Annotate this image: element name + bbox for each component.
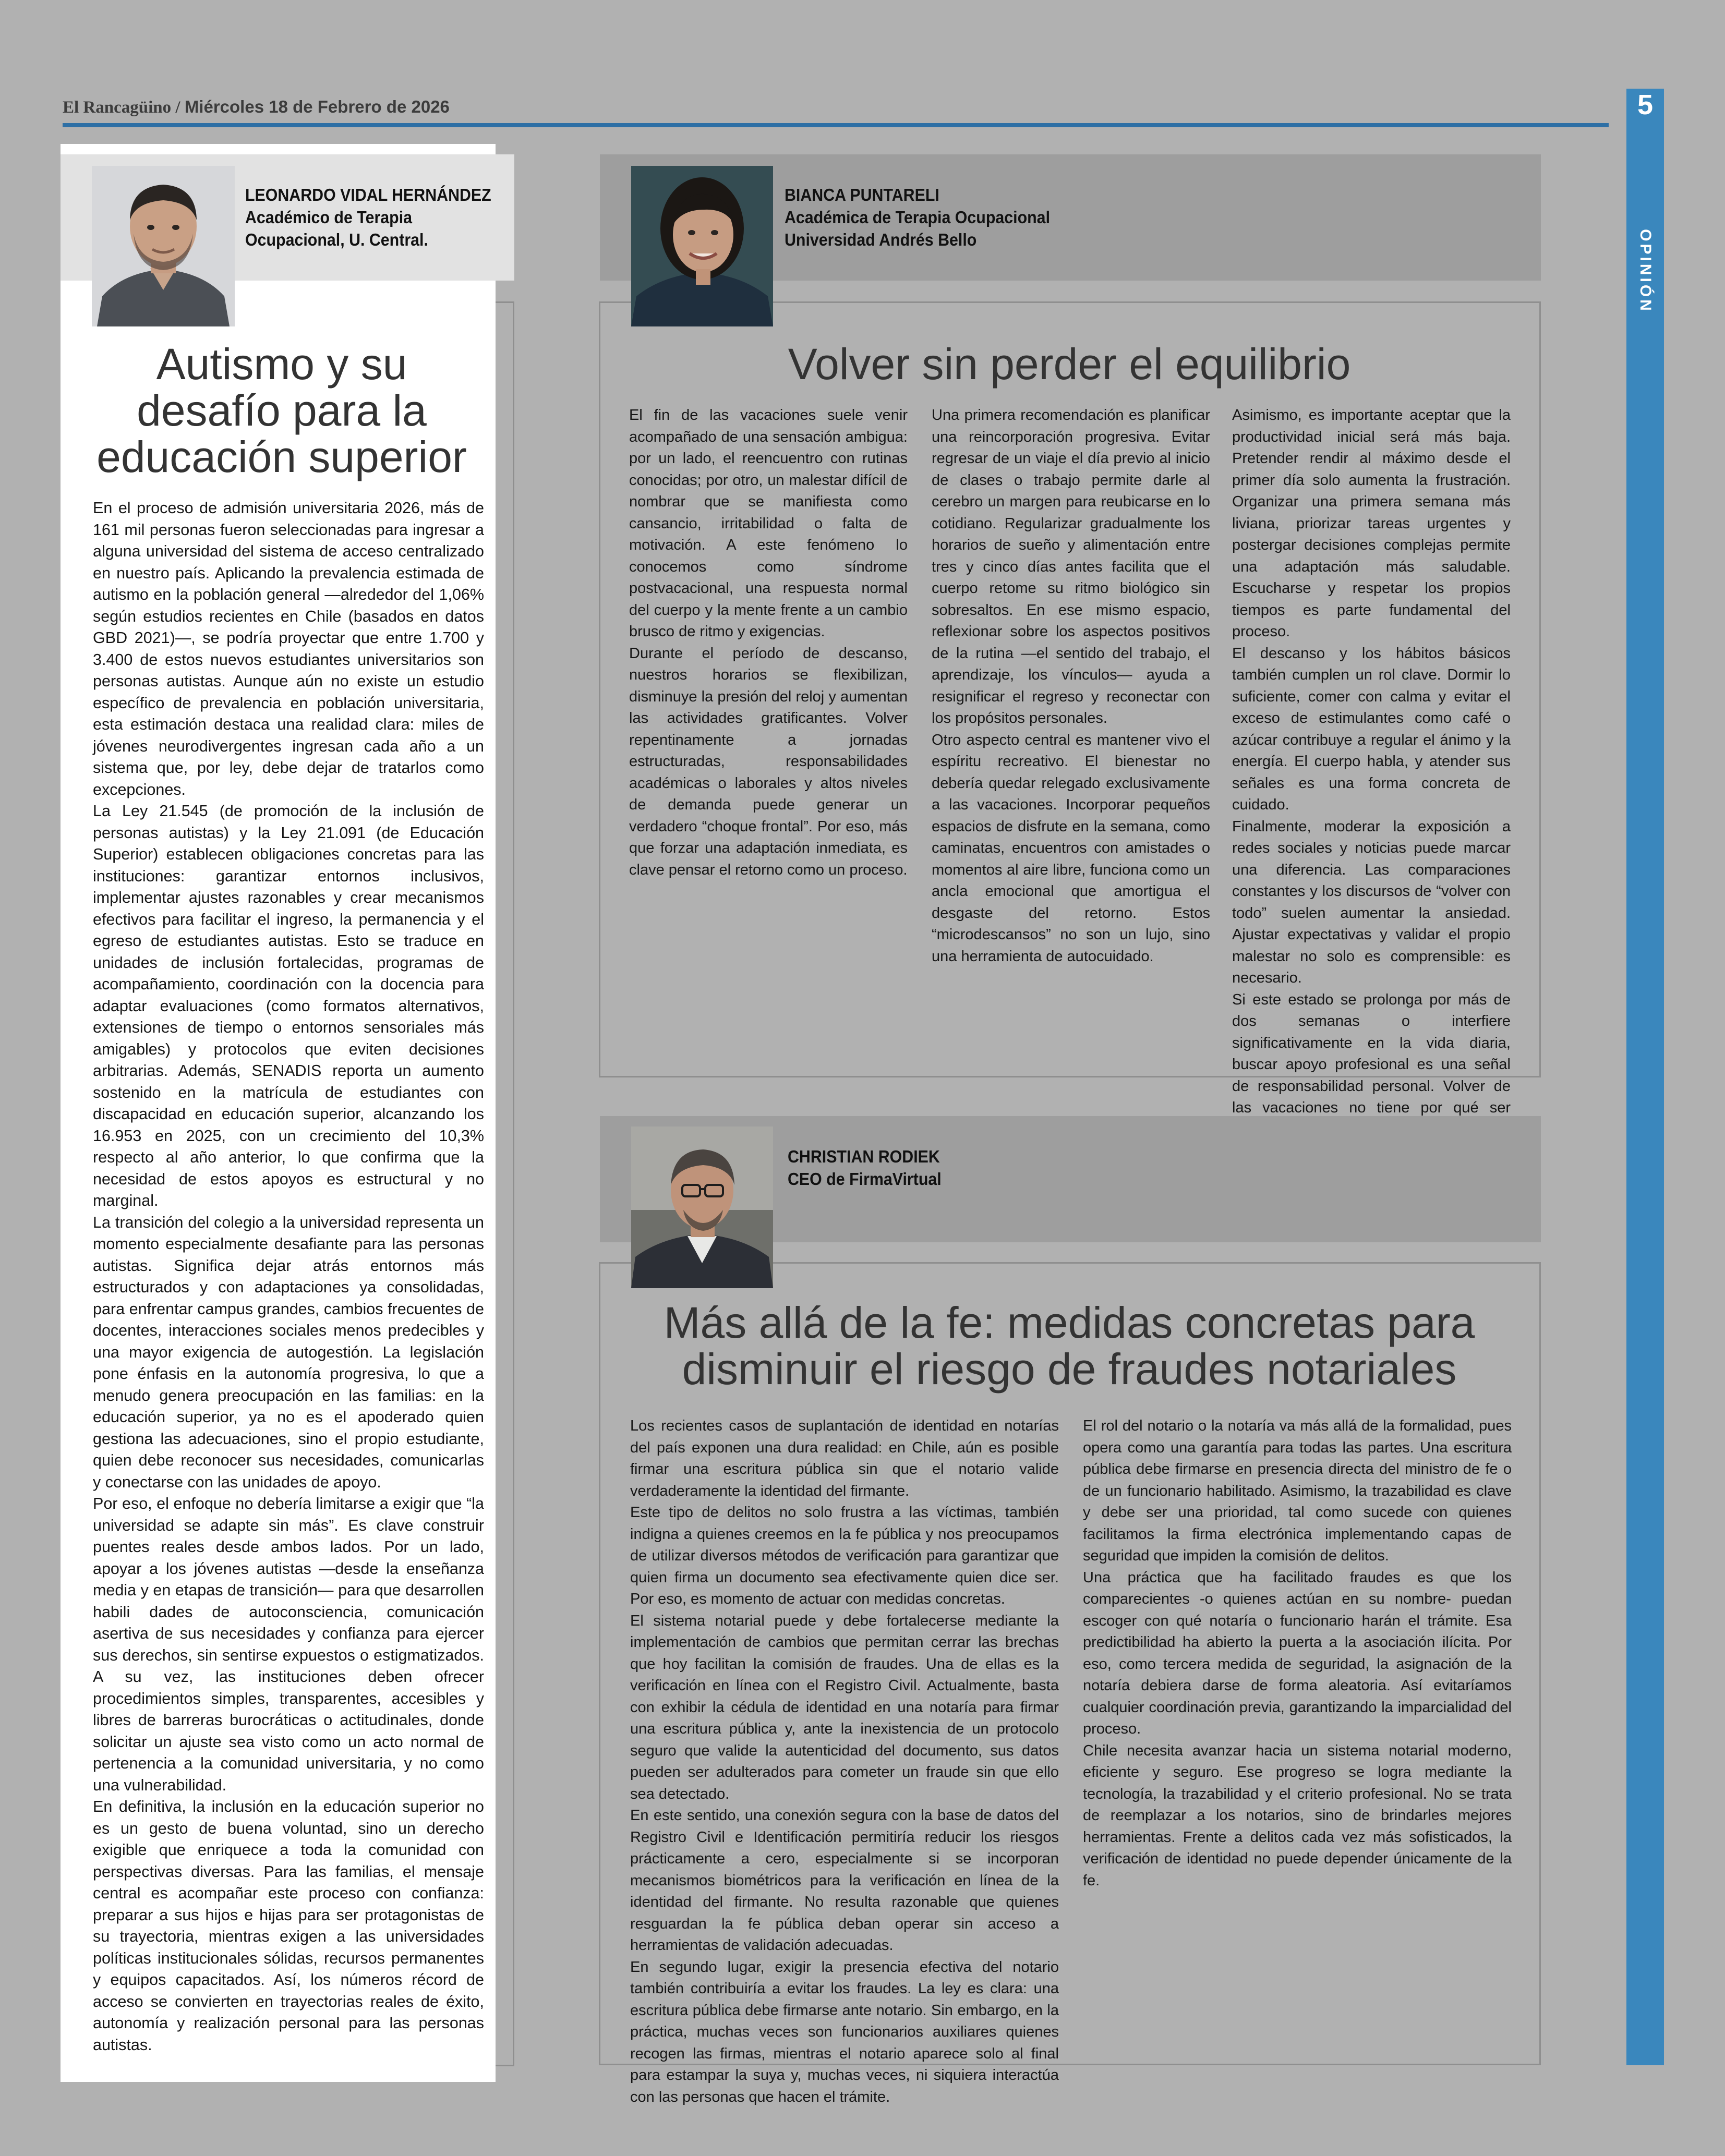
author-name: BIANCA PUNTARELI [785,185,939,204]
paragraph: El descanso y los hábitos básicos también cumplen un rol clave. Dormir lo suficiente, comer con calma y evitar el exceso de estimulantes como café o azúcar contribuye a regular el ánimo y la energía. El cuerpo habla, y atender sus señales es una forma concreta de cuidado. [1232,645,1511,813]
paragraph: Este tipo de delitos no solo frustra a las víctimas, también indigna a quienes creemos en la fe pública y nos preocupamos de utilizar diversos métodos de verificación para garantizar que quien firma un documento sea efectivamente quien dice ser. Por eso, es momento de actuar con medidas concretas. [630,1504,1059,1607]
article-title: Más allá de la fe: medidas concretas para disminuir el riesgo de fraudes notariales [664,1298,1475,1394]
author-role: Académico de Terapia [245,208,413,227]
author-role: CEO de FirmaVirtual [788,1169,942,1189]
paragraph: Otro aspecto central es mantener vivo el espíritu recreativo. El bienestar no debería quedar relegado exclusivamente a las vacaciones. Incorporar pequeños espacios de disfrute en la semana, como caminatas, encuentros con amistades o momentos al aire libre, funciona como un ancla emocional que amortigua el desgaste del retorno. Estos “microdescansos” no son un lujo, sino una herramienta de autocuidado. [932,731,1210,965]
paragraph: En definitiva, la inclusión en la educación superior no es un gesto de buena voluntad, sino un derecho exigible que enriquece a toda la comunidad con perspectivas diversas. Para las familias, el mensaje central es acompañar este proceso con confianza: preparar a sus hijos e hijas para ser protagonistas de su trayectoria, mientras exigen a las universidades políticas institucionales sólidas, recursos permanentes y equipos capacitados. Así, los números récord de acceso se convierten en trayectorias reales de éxito, autonomía y realización personal para las personas autistas. [93,1798,484,2054]
author-photo [631,1127,773,1288]
paragraph: En segundo lugar, exigir la presencia efectiva del notario también contribuiría a evitar los fraudes. La ley es clara: una escritura pública debe firmarse ante notario. Sin embargo, en la práctica, muchas veces son funcionarios auxiliares quienes recogen las firmas, mientras el notario aparece solo al final para estampar la suya y, muchas veces, ni siquiera interactúa con las personas que hacen el trámite. [630,1958,1059,2105]
article-2-body-column-3 [1232,405,1511,1227]
article-2-body-column-2 [932,405,1210,967]
top-rule [63,123,1609,127]
author-name: CHRISTIAN RODIEK [788,1147,940,1166]
paragraph: Asimismo, es importante aceptar que la productividad inicial será más baja. Pretender rendir al máximo desde el primer día solo aumenta la frustración. Organizar una primera semana más liviana, priorizar tareas urgentes y postergar decisiones complejas permite una adaptación más saludable. Escucharse y respetar los propios tiempos es parte fundamental del proceso. [1232,407,1511,640]
paragraph: Una práctica que ha facilitado fraudes es que los comparecientes -o quienes actúan en su nombre- puedan escoger con qué notaría o funcionario harán el trámite. Esa predictibilidad ha abierto la puerta a la asociación ilícita. Por eso, como tercera medida de seguridad, la asignación de la notaría debiera darse de forma aleatoria. Así evitaríamos cualquier coordinación previa, garantizando la imparcialidad del proceso. [1083,1569,1512,1737]
section-label: OPINIÓN [1637,229,1654,313]
paragraph: En este sentido, una conexión segura con la base de datos del Registro Civil e Identificación permitiría reducir los riesgos prácticamente a cero, especialmente si se incorporan mecanismos biométricos para la verificación en línea de la identidad del firmante. No resulta razonable que quienes resguardan la fe pública deban operar sin acceso a herramientas de validación adecuadas. [630,1807,1059,1954]
masthead [63,97,450,117]
paper-name: El Rancagüino [63,98,172,117]
paragraph: Chile necesita avanzar hacia un sistema notarial moderno, eficiente y seguro. Ese progreso se logra mediante la tecnología, la trazabilidad y el criterio profesional. No se trata de reemplazar a los notarios, sino de brindarles mejores herramientas. Frente a delitos cada vez más sofisticados, la verificación de identidad no puede depender únicamente de la fe. [1083,1742,1512,1889]
paragraph: Durante el período de descanso, nuestros horarios se flexibilizan, disminuye la presión del reloj y aumentan las actividades gratificantes. Volver repentinamente a jornadas estructuradas, responsabilidades académicas o laborales y altos niveles de demanda puede generar un verdadero “choque frontal”. Por eso, más que forzar una adaptación inmediata, es clave pensar el retorno como un proceso. [629,645,908,878]
page-number: 5 [1637,89,1654,120]
article-2-byline [785,184,1050,251]
article-3-body-column-1 [630,1415,1059,2108]
paragraph: Por eso, el enfoque no debería limitarse a exigir que “la universidad se adapte sin más”. Es clave construir puentes reales desde ambos lados. Por un lado, apoyar a los jóvenes autistas —desde la enseñanza media y en etapas de transición— para que desarrollen habili dades de autoconsciencia, comunicación asertiva de sus necesidades y confianza para ejercer sus derechos, sin sentirse expuestos o estigmatizados. A su vez, las instituciones deben ofrecer procedimientos simples, transparentes, accesibles y libres de barreras burocráticas o actitudinales, donde solicitar un ajuste sea visto como un acto normal de pertenencia a la comunidad universitaria, y no como una vulnerabilidad. [93,1495,484,1794]
paragraph: Finalmente, moderar la exposición a redes sociales y noticias puede marcar una diferencia. Las comparaciones constantes y los discursos de “volver con todo” suelen aumentar la ansiedad. Ajustar expectativas y validar el propio malestar no solo es comprensible: es necesario. [1232,818,1511,986]
article-1-byline [245,184,491,251]
author-photo-bianca [631,166,773,326]
paragraph: El rol del notario o la notaría va más allá de la formalidad, pues opera como una garantía para todas las partes. Una escritura pública debe firmarse en presencia directa del ministro de fe o de un funcionario habilitado. Asimismo, la trazabilidad es clave y debe ser una prioridad, tal como sucede con quienes facilitamos la firma electrónica implementando capas de seguridad que impiden la comisión de delitos. [1083,1418,1512,1564]
section-sidebar [1626,89,1664,2065]
author-photo [92,166,235,326]
author-role: Ocupacional, U. Central. [245,230,428,249]
article-title: Autismo y su desafío para la educación superior [96,340,467,482]
paragraph: Si este estado se prolonga por más de dos semanas o interfiere significativamente en la vida diaria, buscar apoyo profesional es una señal de responsabilidad personal. Volver de las vacaciones no tiene por qué ser [1232,991,1511,1116]
author-photo [631,166,773,326]
paragraph: Una primera recomendación es planificar una reincorporación progresiva. Evitar regresar de un viaje el día previo al inicio de clases o trabajo permite darle al cerebro un margen para reubicarse en lo cotidiano. Regularizar gradualmente los horarios de sueño y alimentación entre tres y cinco días antes facilita que el cuerpo retome su ritmo biológico sin sobresaltos. En ese mismo espacio, reflexionar sobre los aspectos positivos de la rutina —el sentido del trabajo, el aprendizaje, los vínculos— ayuda a resignificar el regreso y reconectar con los propósitos personales. [932,407,1210,726]
article-3-body-column-2 [1083,1415,1512,1892]
issue-date: Miércoles 18 de Febrero de 2026 [184,97,450,116]
author-photo-christian [631,1127,773,1288]
paragraph: En el proceso de admisión universitaria 2026, más de 161 mil personas fueron seleccionadas para ingresar a alguna universidad del sistema de acceso centralizado en nuestro país. Aplicando la prevalencia estimada de autismo en la población general —alrededor del 1,06% según estudios recientes en Chile (basados en datos GBD 2021)—, se podría proyectar que entre 1.700 y 3.400 de estos nuevos estudiantes universitarios son personas autistas. Aunque aún no existe un estudio específico de prevalencia en población universitaria, esta estimación destaca una realidad clara: miles de jóvenes neurodivergentes ingresan cada año a un sistema que, por ley, debe dejar de tratarlos como excepciones. [93,499,484,798]
paragraph: Los recientes casos de suplantación de identidad en notarías del país exponen una dura realidad: en Chile, aún es posible firmar una escritura pública sin que el notario valide verdaderamente la identidad del firmante. [630,1418,1059,1499]
article-1-body [93,498,484,2056]
paragraph: El fin de las vacaciones suele venir acompañado de una sensación ambigua: por un lado, el reencuentro con rutinas conocidas; por otro, un malestar difícil de nombrar que se manifiesta como cansancio, irritabilidad o falta de motivación. A este fenómeno lo conocemos como síndrome postvacacional, una respuesta normal del cuerpo y la mente frente a un cambio brusco de ritmo y exigencias. [629,407,908,640]
article-title: Volver sin perder el equilibrio [788,340,1351,389]
paragraph: El sistema notarial puede y debe fortalecerse mediante la implementación de cambios que permitan cerrar las brechas que hoy facilitan la comisión de fraudes. Una de ellas es la verificación en línea con el Registro Civil. Actualmente, basta con exhibir la cédula de identidad en una notaría para firmar una escritura pública y, ante la inexistencia de un protocolo seguro que valide la autenticidad del documento, sus datos pueden ser adulterados para cometer un fraude sin que ello sea detectado. [630,1612,1059,1802]
author-photo-leonardo [92,166,235,326]
paragraph: La transición del colegio a la universidad representa un momento especialmente desafiante para las personas autistas. Significa dejar atrás entornos más estructurados y con adaptaciones ya consolidadas, para enfrentar campus grandes, cambios frecuentes de docentes, interacciones sociales menos predecibles y una mayor exigencia de autogestión. La legislación pone énfasis en la autonomía progresiva, lo que a menudo genera preocupación en las familias: en la educación superior, ya no es el apoderado quien gestiona las adecuaciones, sino el propio estudiante, quien debe reconocer sus necesidades, comunicarlas y conectarse con las unidades de apoyo. [93,1213,484,1491]
paragraph: La Ley 21.545 (de promoción de la inclusión de personas autistas) y la Ley 21.091 (de Educación Superior) establecen obligaciones concretas para las instituciones: garantizar entornos inclusivos, implementar ajustes razonables y crear mecanismos efectivos para facilitar el ingreso, la permanencia y el egreso de estudiantes autistas. Esto se traduce en unidades de inclusión fortalecidas, programas de acompañamiento, coordinación con la docencia para adaptar evaluaciones (como formatos alternativos, extensiones de tiempo o entornos sensoriales más amigables) y protocolos que eviten decisiones arbitrarias. Además, SENADIS reporta un aumento sostenido en la matrícula de estudiantes con discapacidad en educación superior, alcanzando los 16.953 en 2025, con un crecimiento del 10,3% respecto al año anterior, lo que confirma que la necesidad de estos apoyos es estructural y no marginal. [93,802,484,1209]
masthead-separator: / [175,98,180,117]
article-3-byline [788,1145,942,1190]
article-2-body-column-1 [629,405,908,881]
author-role: Universidad Andrés Bello [785,230,977,249]
author-name: LEONARDO VIDAL HERNÁNDEZ [245,185,491,204]
author-role: Académica de Terapia Ocupacional [785,208,1051,227]
